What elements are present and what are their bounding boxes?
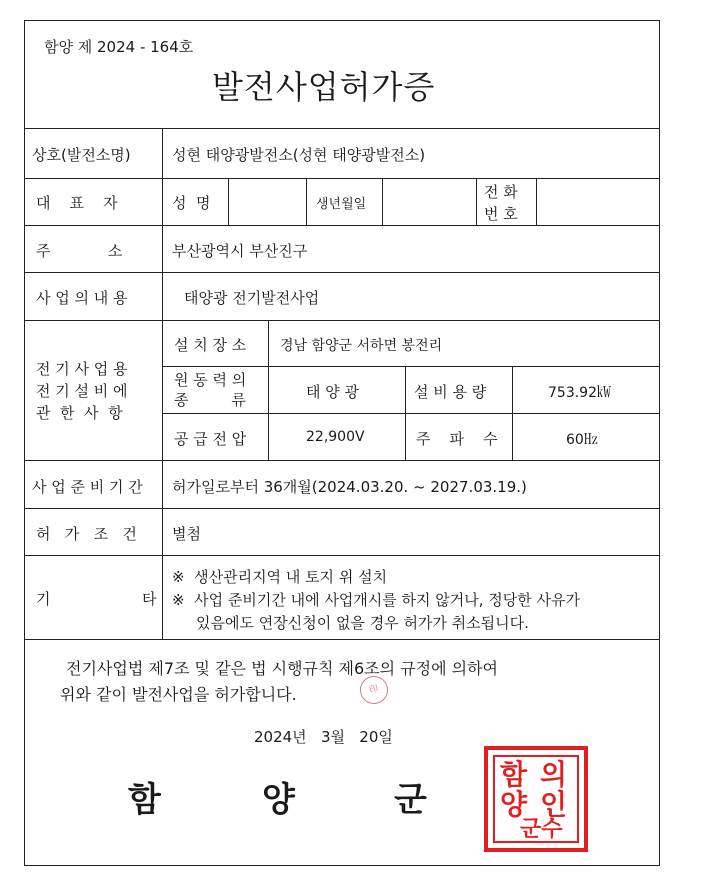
value-permit-condition: 별첨 (172, 525, 201, 543)
label-etc-left: 기 (36, 590, 51, 608)
value-capacity: 753.92㎾ (548, 385, 611, 401)
column-divider (268, 320, 269, 460)
row-divider (24, 639, 660, 640)
label-representative: 대 표 자 (36, 194, 118, 212)
label-facility-line1: 전 기 사 업 용 (36, 360, 128, 378)
row-divider (162, 413, 660, 414)
label-power-source-bottom: 종 류 (174, 391, 246, 409)
value-supply-voltage: 22,900V (306, 429, 365, 445)
value-install-site: 경남 함양군 서하면 봉전리 (280, 338, 443, 354)
label-birth-date: 생년월일 (316, 197, 367, 212)
row-divider (24, 225, 660, 226)
label-etc-right: 타 (142, 590, 157, 608)
value-address: 부산광역시 부산진구 (172, 242, 308, 260)
label-phone-top: 전 화 (484, 183, 518, 201)
document-number: 함양 제 2024 - 164호 (44, 38, 194, 56)
label-power-source-top: 원 동 력 의 (174, 371, 247, 389)
value-business-content: 태양광 전기발전사업 (184, 289, 320, 307)
column-divider (382, 178, 383, 225)
issuer-char-2: 양 (262, 780, 295, 820)
column-divider (405, 366, 406, 460)
row-divider (24, 272, 660, 273)
row-divider (24, 460, 660, 461)
statement-line2: 위와 같이 발전사업을 허가합니다. (60, 685, 297, 704)
label-facility-line3: 관 한 사 항 (36, 404, 123, 422)
label-business-name: 상호(발전소명) (32, 146, 131, 164)
column-divider (476, 178, 477, 225)
label-supply-voltage: 공 급 전 압 (174, 430, 247, 448)
value-frequency: 60㎐ (566, 432, 598, 448)
column-divider (228, 178, 229, 225)
note-2: ※ 사업 준비기간 내에 사업개시를 하지 않거나, 정당한 사유가 (172, 591, 581, 609)
column-divider (306, 178, 307, 225)
issue-date: 2024년 3월 20일 (254, 728, 393, 746)
column-divider (512, 366, 513, 460)
column-divider (162, 128, 163, 639)
label-rep-name: 성 명 (172, 194, 211, 212)
value-business-name: 성현 태양광발전소(성현 태양광발전소) (172, 146, 426, 164)
note-1: ※ 생산관리지역 내 토지 위 설치 (172, 568, 388, 586)
row-divider (24, 555, 660, 556)
label-facility-line2: 전 기 설 비 에 (36, 382, 128, 400)
column-divider (536, 178, 537, 225)
label-business-content: 사 업 의 내 용 (36, 289, 128, 307)
issuer-char-1: 함 (128, 780, 161, 820)
official-seal-icon: 함 의 양 인 군수 (484, 746, 588, 852)
value-power-source: 태 양 광 (306, 383, 360, 401)
row-divider (162, 366, 660, 367)
issuer-char-3: 군 (394, 780, 427, 820)
label-permit-condition: 허 가 조 건 (36, 525, 137, 543)
value-prep-period: 허가일로부터 36개월(2024.03.20. ~ 2027.03.19.) (172, 478, 527, 496)
label-install-site: 설 치 장 소 (174, 336, 247, 354)
label-phone-bottom: 번 호 (484, 205, 518, 223)
label-frequency: 주 파 수 (416, 430, 498, 448)
small-seal-icon: 印 (357, 673, 391, 707)
row-divider (24, 508, 660, 509)
row-divider (24, 178, 660, 179)
label-capacity: 설 비 용 량 (414, 383, 487, 401)
document-title: 발전사업허가증 (212, 68, 436, 106)
row-divider (24, 128, 660, 129)
statement-line1: 전기사업법 제7조 및 같은 법 시행규칙 제6조의 규정에 의하여 (66, 659, 498, 678)
label-address: 주 소 (36, 242, 123, 260)
row-divider (24, 320, 660, 321)
note-3: 있음에도 연장신청이 없을 경우 허가가 취소됩니다. (196, 614, 529, 632)
label-prep-period: 사 업 준 비 기 간 (32, 478, 143, 496)
